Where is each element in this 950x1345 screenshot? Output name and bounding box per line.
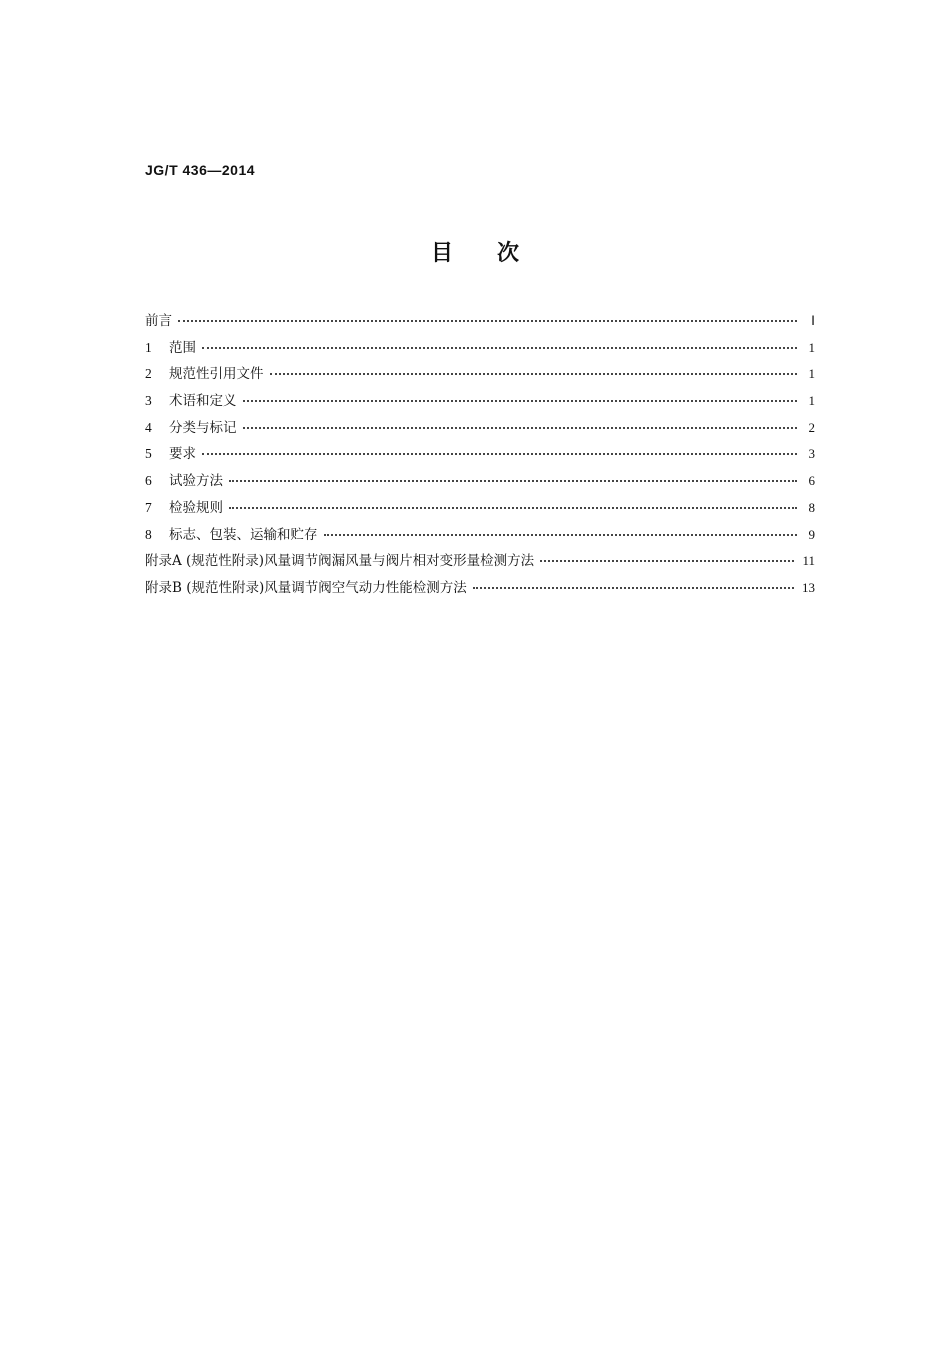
toc-page-number: 13 [802,579,815,595]
toc-section-number: 6 [145,473,152,489]
toc-section-number: 4 [145,419,152,435]
toc-page-number: Ⅰ [811,313,815,328]
toc-section-number: 1 [145,339,152,355]
toc-leader [324,520,798,536]
toc-label: 7 检验规则 [145,499,223,516]
toc-leader [229,466,797,482]
toc-leader [202,333,797,349]
toc-page-number: 11 [802,553,815,569]
toc-page-number: 6 [808,473,815,489]
toc-entry-3[interactable] [145,389,815,416]
toc-label: 5 要求 [145,446,196,463]
toc-label: 前言 [145,313,172,329]
toc-section-number: 8 [145,526,152,542]
toc-label: 2 规范性引用文件 [145,366,264,383]
toc-entry-4[interactable] [145,416,815,443]
toc-entry-appendix-b[interactable] [145,576,815,603]
toc-entry-foreword[interactable] [145,309,815,336]
page-title: 目次 [430,241,563,266]
toc-label: 8 标志、包装、运输和贮存 [145,526,318,543]
toc-label: 3 术语和定义 [145,393,237,410]
table-of-contents [145,309,815,603]
toc-label: 4 分类与标记 [145,419,237,436]
toc-leader [473,573,794,589]
toc-page-number: 1 [808,366,815,382]
toc-label: 6 试验方法 [145,473,223,490]
toc-leader [243,413,798,429]
toc-page-number: 8 [808,499,815,515]
toc-leader [540,546,794,562]
toc-section-number: 2 [145,366,152,382]
toc-entry-8[interactable] [145,523,815,550]
toc-label: 1 范围 [145,339,196,356]
toc-leader [229,493,797,509]
toc-leader [270,359,798,375]
toc-label: 附录A (规范性附录)风量调节阀漏风量与阀片相对变形量检测方法 [145,553,535,570]
toc-page-number: 2 [808,419,815,435]
toc-leader [243,386,798,402]
toc-entry-6[interactable] [145,469,815,496]
toc-page-number: 9 [808,526,815,542]
toc-entry-2[interactable] [145,362,815,389]
toc-entry-7[interactable] [145,496,815,523]
toc-entry-1[interactable] [145,336,815,363]
toc-section-number: 7 [145,499,152,515]
toc-section-number: 5 [145,446,152,462]
toc-page-number: 1 [808,339,815,355]
toc-leader [202,439,797,455]
toc-entry-5[interactable] [145,442,815,469]
toc-entry-appendix-a[interactable] [145,549,815,576]
toc-label: 附录B (规范性附录)风量调节阀空气动力性能检测方法 [145,579,467,596]
standard-code: JG/T 436—2014 [145,162,256,178]
toc-leader [178,306,797,322]
toc-section-number: 3 [145,393,152,409]
toc-page-number: 3 [808,446,815,462]
toc-page-number: 1 [808,393,815,409]
